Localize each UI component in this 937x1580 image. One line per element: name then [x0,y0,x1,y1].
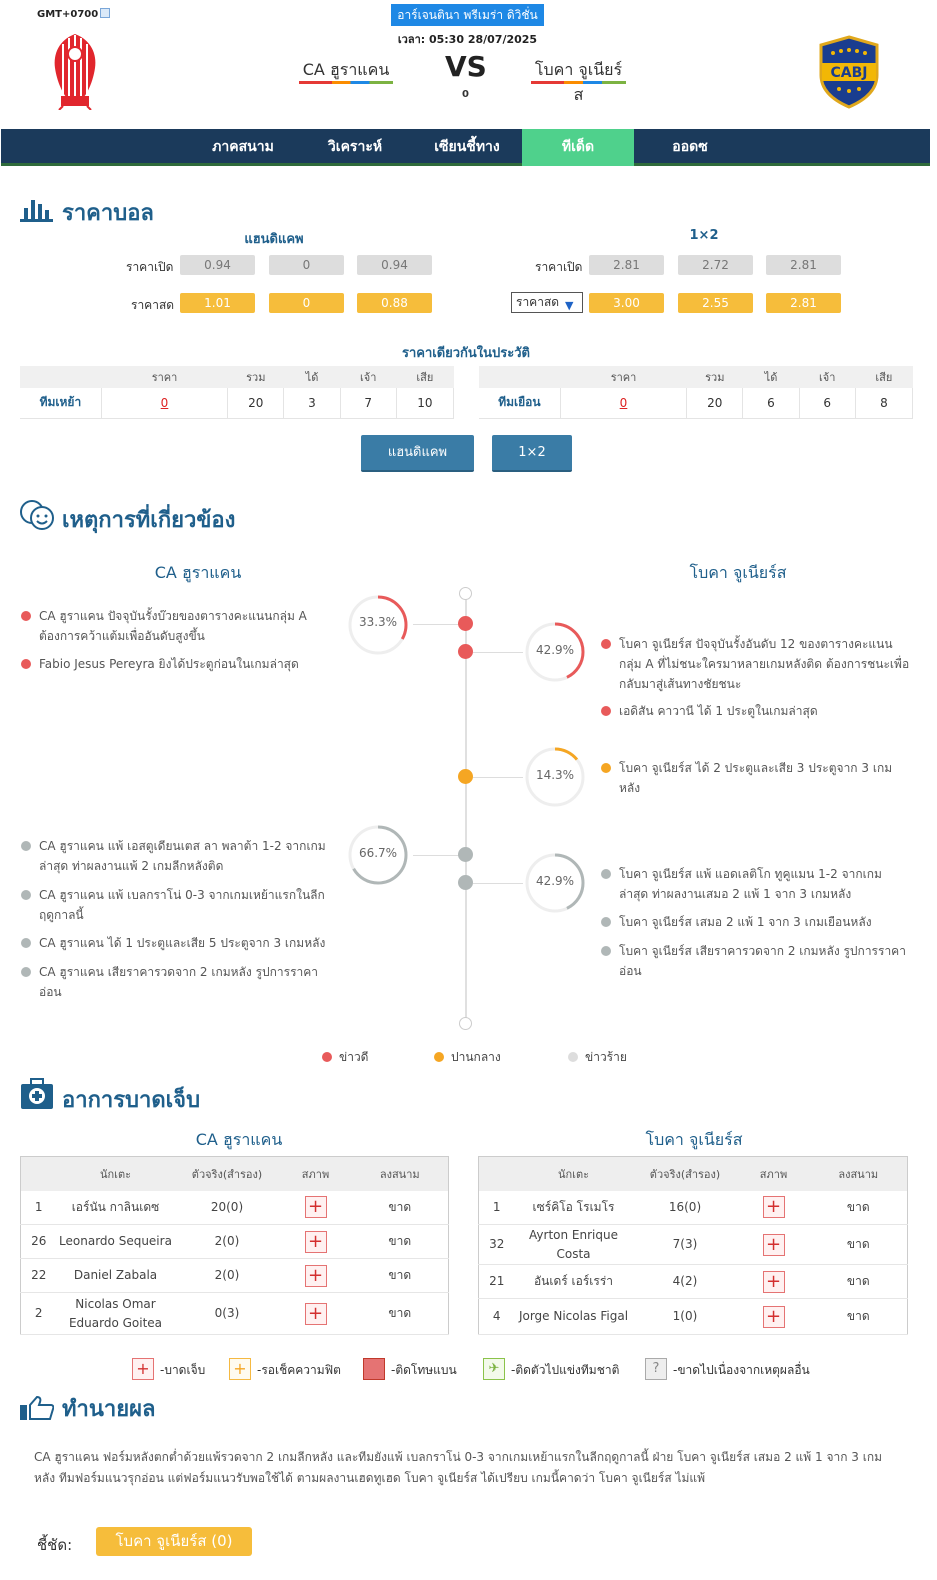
table-row: 26 Leonardo Sequeira 2(0) + ขาด [21,1225,449,1259]
handicap-open-away: 0.94 [357,255,432,275]
table-row: 2 Nicolas Omar Eduardo Goitea 0(3) + ขาด [21,1293,449,1335]
table-row: 22 Daniel Zabala 2(0) + ขาด [21,1259,449,1293]
table-row: 32 Ayrton Enrique Costa 7(3) + ขาด [479,1225,908,1265]
table-row: ทีมเหย้า 0 20 3 7 10 [20,388,454,418]
legend-good-dot [322,1052,332,1062]
x12-title: 1×2 [689,228,719,243]
x12-button[interactable]: 1×2 [492,435,572,472]
home-good-2: Fabio Jesus Pereyra ยิงได้ประตูก่อนในเกมล่าสุด [39,657,299,671]
connector [473,883,523,884]
away-bad-1: โบคา จูเนียร์ส แพ้ แอดเลติโก ทูคูแมน 1-2 จากเกมล่าสุด ท่าผลงานเสมอ 2 แพ้ 1 จาก 3 เกมหลัง [619,867,882,901]
timeline-end [459,1017,472,1030]
events-section-title: เหตุการที่เกี่ยวข้อง [62,508,236,533]
tip-label: ชี้ชัด: [37,1536,73,1554]
home-team-name[interactable]: CA ฮูราแคน [302,60,390,79]
handicap-open-label: ราคาเปิด [126,260,174,274]
away-injury-table: นักเตะ ตัวจริง(สำรอง) สภาพ ลงสนาม 1 เซร์คิโอ โรเมโร 16(0) + ขาด 32 Ayrton Enrique Costa 7(3) + ขาด 21 อันเดร์ เอร์เรร่า 4(2) + ขาด 4 Jorge Nicolas Figal 1(0) + ขาด [478,1156,908,1335]
injured-icon: + [132,1358,154,1380]
timeline-dot-good [458,644,473,659]
home-bad-3: CA ฮูราแคน ได้ 1 ประตูและเสีย 5 ประตูจาก 3 เกมหลัง [39,936,326,950]
home-injury-table: นักเตะ ตัวจริง(สำรอง) สภาพ ลงสนาม 1 เอร์นัน กาลินเดซ 20(0) + ขาด 26 Leonardo Sequeira 2(0) + ขาด 22 Daniel Zabala 2(0) + ขาด 2 Nicolas Omar Eduardo Goitea 0(3) + ขาด [20,1156,449,1335]
timezone-label[interactable]: GMT+0700 [37,8,110,20]
x12-open-draw: 2.72 [678,255,753,275]
thumbs-up-icon [20,1396,54,1420]
prediction-text: CA ฮูราแคน ฟอร์มหลังตกต่ำด้วยแพ้รวดจาก 2 เกมลีกหลัง และทีมยังแพ้ เบลกราโน่ 0-3 จากเกมเหย้าแรกในลีกฤดูกาลนี้ ฝ่าย โบคา จูเนียร์ส เสมอ 2 แพ้ 1 จาก 3 เกมหลัง ทีมฟอร์มแนวรุกอ่อน แต่ฟอร์มแนวรับพอใช้ได้ ตามผลงานเฮดทูเฮด โบคา จูเนียร์ส ได้เปรียบ เกมนี้คาดว่า โบคา จูเนียร์ส ไม่แพ้ [34,1450,883,1485]
injured-icon: + [763,1306,785,1328]
away-good-pct: 42.9% [535,643,575,657]
airplane-icon: ✈ [483,1358,505,1380]
legend-other: -ขาดไปเนื่องจากเหตุผลอื่น [673,1363,810,1377]
home-bad-1: CA ฮูราแคน แพ้ เอสตูเดียนเตส ลา พลาต้า 1-2 จากเกมล่าสุด ท่าผลงานแพ้ 2 เกมลีกหลังติด [39,839,326,873]
bad-dot [601,946,611,956]
away-team-underline [531,81,626,84]
col-loss: เสีย [396,366,453,388]
away-neutral-pct: 14.3% [535,768,575,782]
injuries-home-team: CA ฮูราแคน [195,1130,283,1149]
injured-icon: + [305,1231,327,1253]
handicap-live-home: 1.01 [180,293,255,313]
suspended-icon [363,1358,385,1380]
handicap-button[interactable]: แฮนดิแคพ [361,435,474,472]
events-away-team: โบคา จูเนียร์ส [689,563,787,582]
nav-tab-analysis[interactable]: วิเคราะห์ [327,139,383,155]
timeline-start [459,587,472,600]
legend-bad-dot [568,1052,578,1062]
table-row: 21 อันเดร์ เอร์เรร่า 4(2) + ขาด [479,1265,908,1299]
legend-injured: -บาดเจ็บ [160,1363,206,1377]
injured-icon: + [763,1196,785,1218]
prediction-section-title: ทำนายผล [62,1397,156,1417]
chevron-down-icon: ▼ [565,299,574,312]
connector [473,652,523,653]
tip-badge[interactable]: โบคา จูเนียร์ส (0) [96,1527,252,1556]
x12-live-draw: 2.55 [678,293,753,313]
odds-section-title: ราคาบอล [62,201,154,226]
nav-tab-field[interactable]: ภาคสนาม [212,139,274,155]
connector [413,855,461,856]
timeline-dot-bad [458,875,473,890]
injured-icon: + [305,1265,327,1287]
away-bad-2: โบคา จูเนียร์ส เสมอ 2 แพ้ 1 จาก 3 เกมเยือนหลัง [619,915,872,929]
good-dot [21,611,31,621]
x12-live-away: 2.81 [766,293,841,313]
timezone-icon[interactable] [100,8,110,18]
good-dot [601,706,611,716]
x12-open-label: ราคาเปิด [535,260,583,274]
good-dot [21,659,31,669]
connector [473,777,523,778]
col-draw: เจ้า [340,366,396,388]
bad-dot [21,938,31,948]
x12-open-home: 2.81 [589,255,664,275]
connector [413,624,461,625]
x12-open-away: 2.81 [766,255,841,275]
bad-dot [601,917,611,927]
legend-fitness: -รอเช็คความฟิต [257,1363,341,1377]
away-odds-history-table: ราคา รวม ได้ เจ้า เสีย ทีมเยือน 0 20 6 6 8 [479,366,913,419]
legend-good: ข่าวดี [339,1050,369,1064]
good-dot [601,639,611,649]
away-logo-text: CABJ [830,65,868,81]
away-team-name[interactable]: โบคา จูเนียร์ส [534,60,623,104]
handicap-live-label: ราคาสด [131,298,175,312]
vs-label: VS [445,50,487,83]
injured-icon: + [763,1234,785,1256]
legend-neutral: ปานกลาง [451,1050,501,1064]
timeline-dot-neutral [458,769,473,784]
handicap-open-home: 0.94 [180,255,255,275]
handicap-open-line: 0 [269,255,344,275]
bad-dot [21,841,31,851]
fitness-check-icon: + [229,1358,251,1380]
legend-bad: ข่าวร้าย [585,1050,627,1064]
timeline-line [465,595,467,1023]
league-badge[interactable]: อาร์เจนตินา พรีเมร่า ดิวิชั่น [391,4,544,26]
home-team-logo[interactable] [49,32,101,110]
legend-national: -ติดตัวไปแข่งทีมชาติ [511,1363,620,1377]
legend-neutral-dot [434,1052,444,1062]
medical-kit-icon [20,1078,54,1110]
table-row: 1 เอร์นัน กาลินเดซ 20(0) + ขาด [21,1191,449,1225]
timeline-dot-bad [458,847,473,862]
home-good-pct: 33.3% [358,615,398,629]
bad-dot [21,967,31,977]
events-home-team: CA ฮูราแคน [154,563,242,582]
faces-icon [19,499,55,531]
legend-suspended: -ติดโทษแบน [391,1363,457,1377]
injured-icon: + [763,1271,785,1293]
injuries-section-title: อาการบาดเจ็บ [62,1088,201,1113]
away-neutral-1: โบคา จูเนียร์ส ได้ 2 ประตูและเสีย 3 ประตูจาก 3 เกมหลัง [619,761,893,795]
home-bad-2: CA ฮูราแคน แพ้ เบลกราโน่ 0-3 จากเกมเหย้าแรกในลีกฤดูกาลนี้ [39,888,325,922]
away-bad-pct: 42.9% [535,874,575,888]
col-price: ราคา [101,366,227,388]
away-good-1: โบคา จูเนียร์ส ปัจจุบันรั้งอันดับ 12 ของตารางคะแนนกลุ่ม A ที่ไม่ชนะใครมาหลายเกมหลังติด ต้องการชนะเพื่อกลับมาสู่เส้นทางชัยชนะ [619,637,910,691]
handicap-title: แฮนดิแคพ [244,232,304,247]
match-time: เวลา: 05:30 28/07/2025 [397,33,538,46]
injured-icon: + [305,1196,327,1218]
handicap-live-line: 0 [269,293,344,313]
away-good-2: เอดิสัน คาวานี ได้ 1 ประตูในเกมล่าสุด [619,704,818,718]
away-team-logo[interactable] [817,35,881,109]
col-total: รวม [228,366,284,388]
table-row: 4 Jorge Nicolas Figal 1(0) + ขาด [479,1299,908,1335]
home-bad-pct: 66.7% [358,846,398,860]
nav-tab-tips[interactable]: ทีเด็ด [522,129,634,166]
table-row: ทีมเยือน 0 20 6 6 8 [479,388,913,418]
handicap-live-away: 0.88 [357,293,432,313]
main-nav [1,129,930,166]
col-win: ได้ [284,366,340,388]
nav-tab-expert[interactable]: เซียนชี้ทาง [434,139,500,155]
same-odds-title: ราคาเดียวกันในประวัติ [401,346,531,361]
match-score: 0 [462,89,469,100]
timeline-dot-good [458,616,473,631]
home-good-1: CA ฮูราแคน ปัจจุบันรั้งบ๊วยของตารางคะแนนกลุ่ม A ต้องการคว้าแต้มเพื่ออันดับสูงขึ้น [39,609,307,643]
question-icon: ? [645,1358,667,1380]
injuries-away-team: โบคา จูเนียร์ส [645,1130,743,1149]
bad-dot [21,890,31,900]
away-bad-3: โบคา จูเนียร์ส เสียราคารวดจาก 2 เกมหลัง รูปการราคาอ่อน [619,944,906,978]
bad-dot [601,869,611,879]
home-team-underline [299,81,393,84]
home-bad-4: CA ฮูราแคน เสียราคารวดจาก 2 เกมหลัง รูปการราคาอ่อน [39,965,319,999]
x12-live-home: 3.00 [589,293,664,313]
prediction-title-clip [62,1397,156,1417]
home-odds-history-table [20,366,454,419]
bar-chart-icon [20,196,53,222]
nav-tab-odds[interactable]: ออดซ [672,139,708,155]
injured-icon: + [305,1303,327,1325]
odds-type-select[interactable]: ราคาสด ▼ [511,292,583,313]
table-row: 1 เซร์คิโอ โรเมโร 16(0) + ขาด [479,1191,908,1225]
neutral-dot [601,763,611,773]
